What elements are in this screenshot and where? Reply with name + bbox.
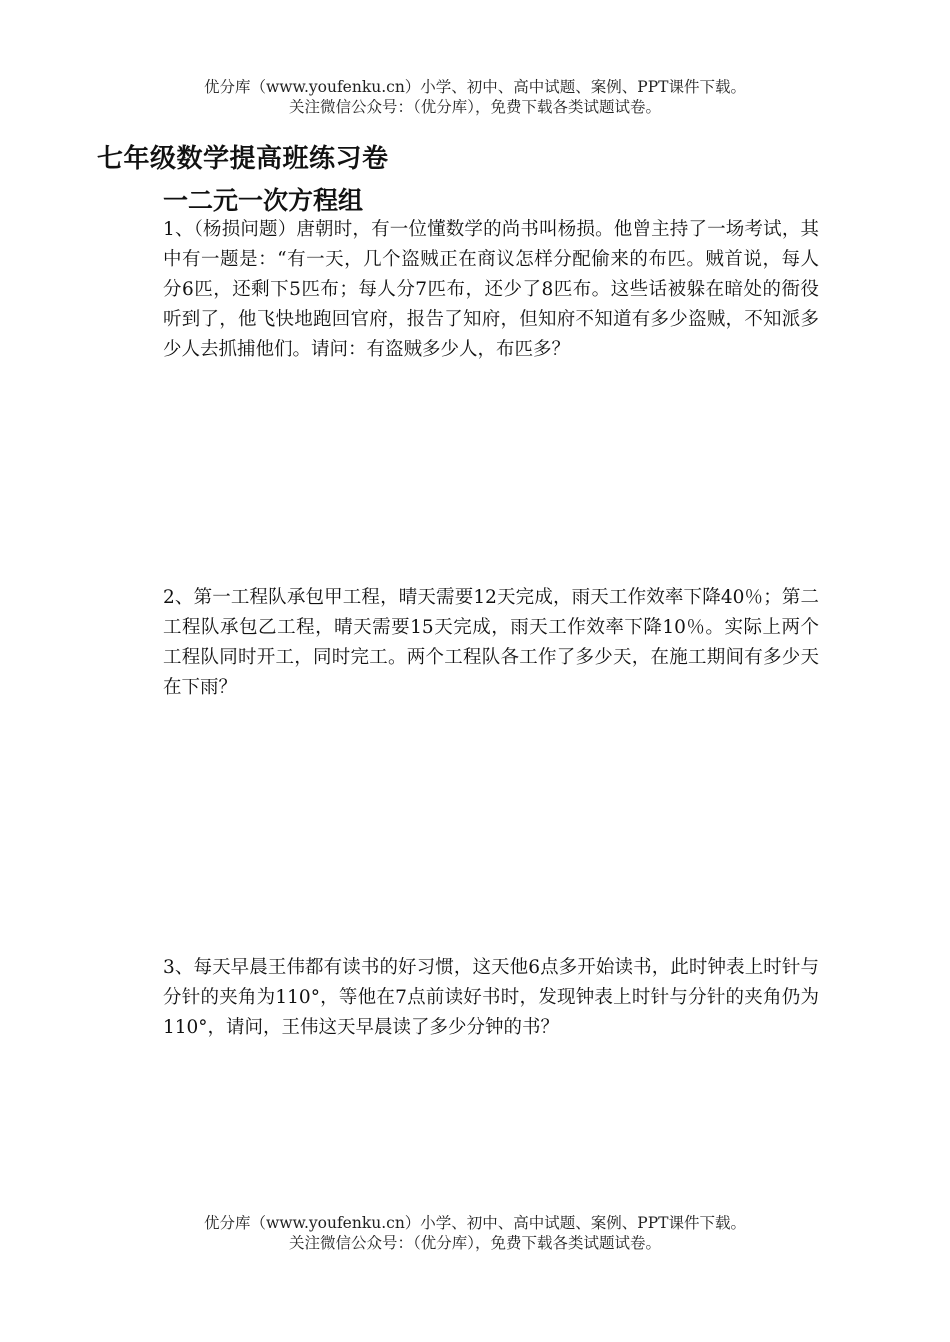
header-line-1: 优分库（www.youfenku.cn）小学、初中、高中试题、案例、PPT课件下载。	[203, 78, 747, 96]
answer-space-2	[163, 705, 819, 945]
question-1: 1、（杨损问题）唐朝时，有一位懂数学的尚书叫杨损。他曾主持了一场考试，其中有一题是：“有一天，几个盗贼正在商议怎样分配偷来的布匹。贼首说，每人分6匹，还剩下5匹布；每人分7匹布，还少了8匹布。这些话被躲在暗处的衙役听到了，他飞快地跑回官府，报告了知府，但知府不知道有多少盗贼，不知派多少人去抓捕他们。请问：有盗贼多少人，布匹多？	[163, 219, 819, 360]
answer-space-1	[163, 395, 819, 575]
section-title: 一二元一次方程组	[163, 186, 364, 215]
answer-space-3	[163, 1075, 819, 1205]
footer-line-2: 关注微信公众号：（优分库），免费下载各类试题试卷。	[288, 1234, 661, 1252]
document-title: 七年级数学提高班练习卷	[97, 144, 389, 174]
footer-line-1: 优分库（www.youfenku.cn）小学、初中、高中试题、案例、PPT课件下载。	[203, 1214, 747, 1232]
header-line-2: 关注微信公众号：（优分库），免费下载各类试题试卷。	[288, 98, 661, 116]
question-3: 3、每天早晨王伟都有读书的好习惯，这天他6点多开始读书，此时钟表上时针与分针的夹角为110°，等他在7点前读好书时，发现钟表上时针与分针的夹角仍为110°，请问，王伟这天早晨读了多少分钟的书？	[163, 957, 819, 1038]
page-header	[0, 77, 950, 117]
page-footer	[0, 1213, 950, 1253]
question-2: 2、第一工程队承包甲工程，晴天需要12天完成，雨天工作效率下降40％；第二工程队承包乙工程，晴天需要15天完成，雨天工作效率下降10％。实际上两个工程队同时开工，同时完工。两个工程队各工作了多少天，在施工期间有多少天在下雨？	[163, 587, 819, 698]
